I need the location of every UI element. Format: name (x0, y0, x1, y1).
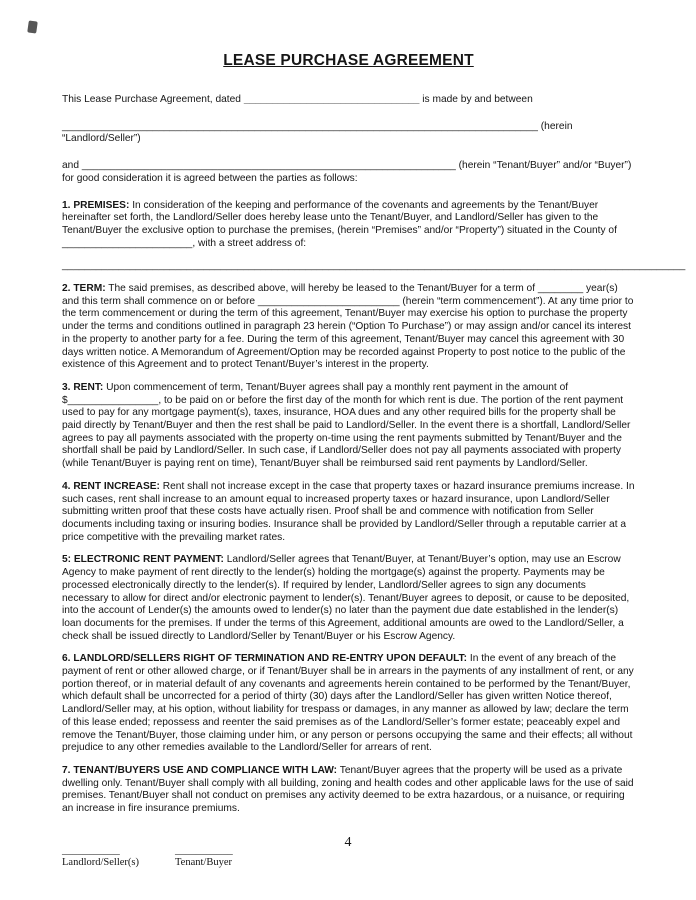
tenant-and-text: and (62, 160, 79, 172)
signature-block (62, 845, 233, 869)
tenant-signature-label: Tenant/Buyer (174, 857, 232, 868)
section-6-label: 6. LANDLORD/SELLERS RIGHT OF TERMINATION AND RE-ENTRY UPON DEFAULT: (62, 653, 468, 665)
section-2-term (62, 283, 635, 372)
section-2-body: The said premises, as described above, will hereby be leased to the Tenant/Buyer for a term of ________ year(s) and this term shall commence on or before _________________________ (herein “term commencement”). At any time prior to the term commencement or during the term of this agreement, Tenant/Buyer may exercise his option to purchase the property under the terms and conditions outlined in paragraph 23 herein (“Option To Purchase”) or may assign and/or cancel its interest in the property to another party for a fee. During the term of this agreement, Tenant/Buyer may cancel this agreement with 30 days written notice. A Memorandum of Agreement/Option may be recorded against Property to post notice to the public of the existence of this Agreement and to protect Tenant/Buyer’s interest in the property. (62, 283, 634, 371)
section-4-body: Rent shall not increase except in the case that property taxes or hazard insurance premiums increase. In such cases, rent shall increase to an amount equal to increased property taxes or hazard insurance, upon Landlord/Seller submitting written proof that these costs have actually risen. Proof shall be and commence with notification from Seller documents including taxing or insuring bodies. Insurance shall be provided by Landlord/Seller through a reputable carrier at a price competitive with the prevailing market rates. (62, 480, 635, 543)
section-5-label: 5: ELECTRONIC RENT PAYMENT: (62, 554, 224, 566)
intro-dated-text: This Lease Purchase Agreement, dated (62, 94, 241, 105)
intro-line-tenant (62, 160, 635, 185)
section-6-body: In the event of any breach of the payment of rent or other allowed charge, or if Tenant/Buyer shall be in arrears in the payments of any installment of rent, or any portion thereof, or in material default of any covenants and agreements herein contained to be performed by the Tenant/Buyer, which default shall be uncorrected for a period of thirty (30) days after the Landlord/Seller has given written Notice thereof, Landlord/Seller may, at his option, without liability for trespass or damages, in any manner as allowed by law; declare the term of this lease ended; repossess and reenter the said premises as of the Landlord/Seller’s former estate; peaceably expel and remove the Tenant/Buyer, those claiming under him, or any person or persons occupying the same and their effects; all without prejudice to any other remedies available to the Landlord/Seller for arrears of rent. (62, 653, 634, 754)
intro-line-dated (62, 94, 635, 107)
intro-made-by-text: is made by and between (422, 94, 533, 105)
tenant-initial-line: ___________ (174, 845, 233, 856)
section-5-electronic-rent-payment (62, 554, 635, 643)
section-2-label: 2. TERM: (62, 283, 106, 295)
landlord-signature-label: Landlord/Seller(s) (62, 857, 139, 868)
scan-artifact (27, 20, 38, 33)
landlord-initial-line: ___________ (62, 845, 120, 856)
street-address-line (62, 260, 686, 273)
section-7-label: 7. TENANT/BUYERS USE AND COMPLIANCE WITH LAW: (62, 764, 338, 776)
intro-line-landlord (62, 121, 635, 146)
section-6-termination-reentry (62, 653, 635, 755)
section-7-use-compliance (62, 765, 635, 816)
signature-tenant-buyer (175, 845, 233, 869)
document-title: LEASE PURCHASE AGREEMENT (223, 52, 474, 69)
page-number: 4 (344, 835, 352, 850)
date-blank: _______________________________ (243, 94, 420, 105)
section-1-body: In consideration of the keeping and performance of the covenants and agreements by the Tenant/Buyer hereinafter set forth, the Landlord/Seller does hereby lease unto the Tenant/Buyer, and Landlord/Seller has given to the Tenant/Buyer the exclusive option to purchase the premises, (herein “Premises” and/or “Property”) situated in the County of _______________________, with a street address of: (62, 199, 617, 249)
section-4-label: 4. RENT INCREASE: (62, 480, 160, 492)
section-1-label: 1. PREMISES: (62, 199, 130, 211)
section-3-label: 3. RENT: (62, 381, 104, 393)
section-7-body: Tenant/Buyer agrees that the property will be used as a private dwelling only. Tenant/Buyer shall comply with all building, zoning and health codes and other applicable laws for the use of said premises. Tenant/Buyer shall not conduct on premises any activity deemed to be extra hazardous, or a nuisance, or requiring an increase in fire insurance premiums. (62, 764, 634, 815)
tenant-herein-text: (herein “Tenant/Buyer” and/or “Buyer”) for good consideration it is agreed between the parties as follows: (62, 160, 632, 184)
landlord-name-blank: ____________________________________________________________________________________ (62, 120, 538, 132)
section-4-rent-increase (62, 481, 635, 545)
tenant-name-blank: __________________________________________________________________ (81, 160, 456, 172)
landlord-herein-text: (herein “Landlord/Seller”) (62, 120, 573, 145)
section-5-body: Landlord/Seller agrees that Tenant/Buyer, at Tenant/Buyer’s option, may use an Escrow Agency to make payment of rent directly to the lender(s) holding the mortgage(s) against the property. Payments may be processed electronically directly to the lender(s). If required by lender, Landlord/Seller agrees to sign any documents necessary to allow for direct and/or electronic payment to lender(s). Tenant/Buyer agrees to deposit, or cause to be deposited, into the account of Lender(s) the amounts owed to lender(s) no later than the payment due date established in the lender(s) loan documents for the premises. If under the terms of this Agreement, additional amounts are owed to the Landlord/Seller, a check shall be issued directly to Landlord/Seller by Tenant/Buyer or his Escrow Agency. (62, 554, 630, 642)
section-3-body: Upon commencement of term, Tenant/Buyer agrees shall pay a monthly rent payment in the amount of $________________, to be paid on or before the first day of the month for which rent is due. The portion of the rent payment used to pay for any mortgage payment(s), taxes, insurance, HOA dues and any other required bills for the property shall be paid directly by Tenant/Buyer and then the rest shall be paid to Landlord/Seller. In the event there is a shortfall, Landlord/Seller agrees to pay all payments associated with the property on-time using the rent payments submitted by Tenant/Buyer and the shortfall shall be paid by Landlord/Seller. In such case, if Landlord/Seller does not pay all payments associated with property (while Tenant/Buyer is paying rent on time), Tenant/Buyer shall be reimbursed said rent payments by Landlord/Seller. (62, 381, 631, 470)
section-1-premises (62, 200, 635, 251)
signature-landlord-seller (62, 845, 139, 869)
section-3-rent (62, 382, 635, 471)
street-address-blank: ______________________________________________________________________________________________________________ (62, 260, 686, 272)
